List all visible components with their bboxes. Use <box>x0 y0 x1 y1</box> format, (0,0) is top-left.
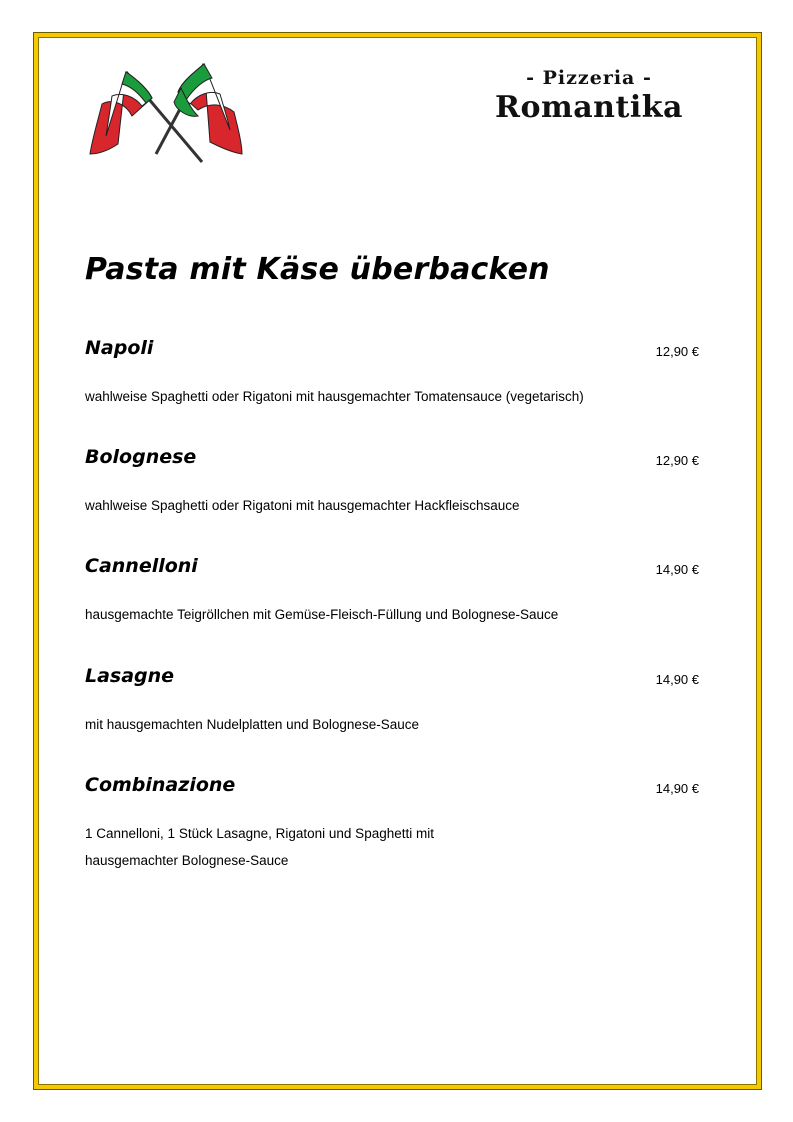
item-name: Bolognese <box>85 446 197 468</box>
italian-flags-logo <box>86 58 246 168</box>
description-line: 1 Cannelloni, 1 Stück Lasagne, Rigatoni und Spaghetti mit <box>85 826 434 841</box>
item-description <box>85 601 685 628</box>
item-price: 14,90 € <box>655 672 699 687</box>
description-line: hausgemachte Teigröllchen mit Gemüse-Fleisch-Füllung und Bolognese-Sauce <box>85 607 559 622</box>
item-description <box>85 820 685 874</box>
page-title: Pasta mit Käse überbacken <box>85 252 550 287</box>
description-line: mit hausgemachten Nudelplatten und Bolognese-Sauce <box>85 717 419 732</box>
description-line: wahlweise Spaghetti oder Rigatoni mit hausgemachter Hackfleischsauce <box>85 498 520 513</box>
brand-tagline: - Pizzeria - <box>526 67 652 89</box>
item-description <box>85 492 685 519</box>
item-price: 14,90 € <box>655 562 699 577</box>
item-price: 14,90 € <box>655 781 699 796</box>
pizzeria-brand <box>494 66 684 136</box>
item-name: Combinazione <box>85 774 236 796</box>
item-name: Cannelloni <box>85 555 198 577</box>
item-name: Lasagne <box>85 665 175 687</box>
item-description <box>85 383 685 410</box>
description-line: hausgemachter Bolognese-Sauce <box>85 853 289 868</box>
item-name: Napoli <box>85 337 154 359</box>
item-description <box>85 711 685 738</box>
item-price: 12,90 € <box>655 344 699 359</box>
description-line: wahlweise Spaghetti oder Rigatoni mit hausgemachter Tomatensauce (vegetarisch) <box>85 389 584 404</box>
item-price: 12,90 € <box>655 453 699 468</box>
brand-name: Romantika <box>495 90 683 125</box>
